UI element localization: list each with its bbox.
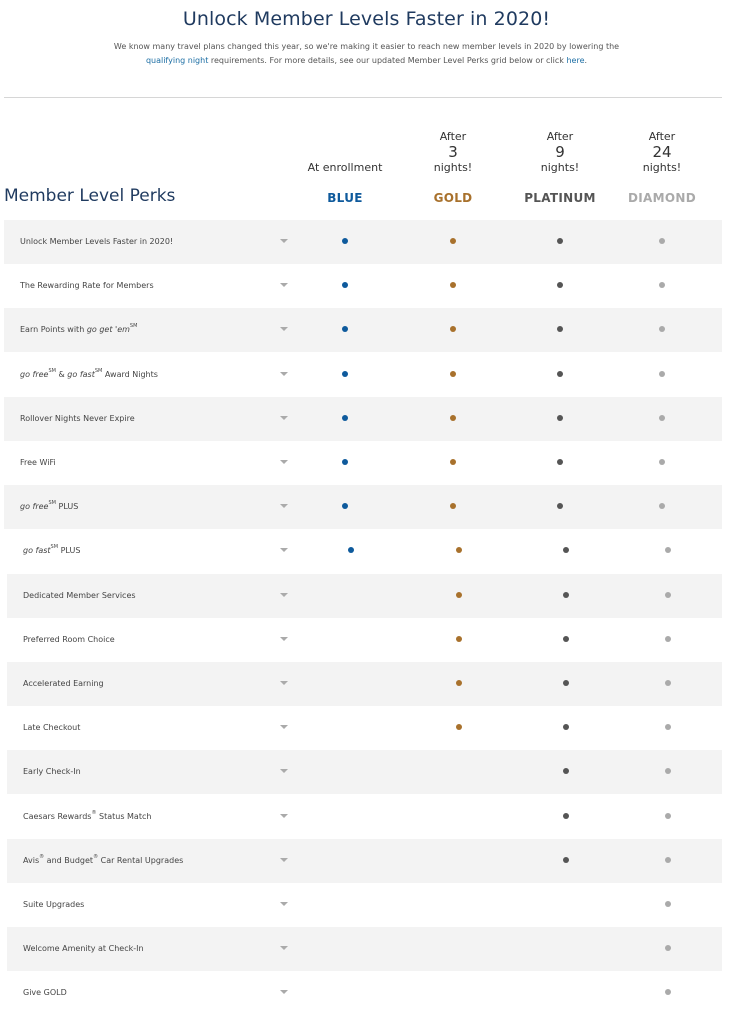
perk-label: Earn Points with go get 'em℠: [20, 323, 138, 335]
tier-name-gold: GOLD: [433, 191, 473, 205]
requirement-nights-label: nights!: [540, 161, 580, 174]
perk-row[interactable]: [7, 706, 722, 750]
perk-included-platinum: [563, 813, 569, 819]
perk-included-gold: [456, 724, 462, 730]
chevron-down-icon[interactable]: [280, 814, 288, 818]
perk-row[interactable]: [7, 839, 722, 883]
perk-included-platinum: [563, 680, 569, 686]
chevron-down-icon[interactable]: [280, 283, 288, 287]
perk-label: go fast℠ PLUS: [23, 544, 81, 556]
chevron-down-icon[interactable]: [280, 990, 288, 994]
perk-included-blue: [342, 326, 348, 332]
perk-included-platinum: [563, 857, 569, 863]
perk-label: Suite Upgrades: [23, 900, 85, 909]
chevron-down-icon[interactable]: [280, 416, 288, 420]
perk-label: Early Check-In: [23, 767, 81, 777]
perk-included-diamond: [665, 945, 671, 951]
perk-included-blue: [342, 459, 348, 465]
perk-included-platinum: [557, 503, 563, 509]
perk-label: The Rewarding Rate for Members: [20, 281, 154, 291]
qualifying-night-link[interactable]: qualifying night: [145, 56, 209, 65]
perk-included-platinum: [563, 768, 569, 774]
perk-included-diamond: [659, 459, 665, 465]
perk-included-blue: [342, 415, 348, 421]
perk-row[interactable]: [4, 264, 722, 308]
requirement-nights-label: nights!: [642, 161, 682, 174]
perk-included-gold: [450, 503, 456, 509]
chevron-down-icon[interactable]: [280, 548, 288, 552]
perk-label: Rollover Nights Never Expire: [20, 413, 135, 423]
chevron-down-icon[interactable]: [280, 902, 288, 906]
requirement-nights-count: 3: [448, 143, 458, 161]
requirement-enrollment: At enrollment: [307, 161, 383, 174]
perk-row[interactable]: [4, 220, 722, 264]
perk-row[interactable]: [7, 618, 722, 662]
perk-row[interactable]: [7, 750, 722, 794]
chevron-down-icon[interactable]: [280, 239, 288, 243]
hero-text-3: .: [584, 56, 588, 65]
perk-included-gold: [450, 326, 456, 332]
perk-included-gold: [450, 415, 456, 421]
perk-label: Accelerated Earning: [23, 679, 104, 688]
perk-label: Avis® and Budget® Car Rental Upgrades: [23, 853, 184, 865]
perk-included-gold: [456, 547, 462, 553]
chevron-down-icon[interactable]: [280, 725, 288, 729]
page-title: Unlock Member Levels Faster in 2020!: [182, 8, 551, 30]
perk-included-diamond: [665, 901, 671, 907]
perk-row[interactable]: [4, 397, 722, 441]
perk-included-gold: [450, 459, 456, 465]
perk-row[interactable]: [7, 529, 722, 573]
requirement-nights-count: 9: [555, 143, 565, 161]
here-link[interactable]: here: [566, 56, 585, 65]
perk-included-diamond: [665, 857, 671, 863]
perk-label: Caesars Rewards® Status Match: [23, 809, 152, 821]
perk-row[interactable]: [7, 574, 722, 618]
perk-row[interactable]: [7, 883, 722, 927]
requirement-after: After: [648, 130, 676, 143]
perk-included-diamond: [659, 238, 665, 244]
perk-label: Welcome Amenity at Check-In: [23, 944, 144, 954]
perk-included-gold: [450, 371, 456, 377]
perk-label: go free℠ & go fast℠ Award Nights: [20, 367, 158, 379]
perk-included-platinum: [563, 592, 569, 598]
hero-text-1: We know many travel plans changed this year, so we're making it easier to reach new member levels in 2020 by lowering the: [113, 42, 620, 51]
perk-label: Dedicated Member Services: [23, 590, 136, 600]
chevron-down-icon[interactable]: [280, 637, 288, 641]
chevron-down-icon[interactable]: [280, 858, 288, 862]
perk-included-diamond: [665, 989, 671, 995]
perk-row[interactable]: [7, 927, 722, 971]
perk-label: Unlock Member Levels Faster in 2020!: [20, 237, 174, 246]
tier-name-platinum: PLATINUM: [524, 191, 596, 205]
perk-included-gold: [456, 592, 462, 598]
perk-row[interactable]: [4, 485, 722, 529]
chevron-down-icon[interactable]: [280, 460, 288, 464]
perk-row[interactable]: [4, 441, 722, 485]
perk-included-gold: [456, 680, 462, 686]
chevron-down-icon[interactable]: [280, 769, 288, 773]
perk-included-diamond: [659, 415, 665, 421]
perk-included-blue: [342, 503, 348, 509]
perk-label: Preferred Room Choice: [23, 634, 115, 644]
perk-included-diamond: [665, 636, 671, 642]
perk-included-gold: [456, 636, 462, 642]
requirement-after: After: [439, 130, 467, 143]
perk-included-diamond: [665, 768, 671, 774]
perk-included-blue: [342, 238, 348, 244]
divider: [4, 97, 722, 98]
perk-included-platinum: [563, 724, 569, 730]
perk-included-platinum: [557, 415, 563, 421]
perk-included-diamond: [665, 813, 671, 819]
perk-included-gold: [450, 238, 456, 244]
perk-label: Give GOLD: [23, 988, 67, 998]
perk-label: go free℠ PLUS: [20, 500, 79, 512]
perk-included-diamond: [665, 592, 671, 598]
perk-included-platinum: [563, 547, 569, 553]
perk-row[interactable]: [7, 795, 722, 839]
perk-label: Free WiFi: [20, 458, 56, 467]
requirement-nights-count: 24: [652, 143, 672, 161]
perk-included-diamond: [659, 282, 665, 288]
perk-included-platinum: [557, 326, 563, 332]
tier-name-blue: BLUE: [327, 191, 363, 205]
perk-included-diamond: [659, 371, 665, 377]
perk-included-diamond: [665, 724, 671, 730]
perk-included-platinum: [563, 636, 569, 642]
perk-included-platinum: [557, 459, 563, 465]
tier-name-diamond: DIAMOND: [628, 191, 696, 205]
perk-included-gold: [450, 282, 456, 288]
perk-row[interactable]: [7, 971, 722, 1015]
perk-row[interactable]: [4, 308, 722, 352]
perk-included-blue: [342, 371, 348, 377]
chevron-down-icon[interactable]: [280, 372, 288, 376]
hero-text-2: requirements. For more details, see our updated Member Level Perks grid below or click: [208, 56, 567, 65]
chevron-down-icon[interactable]: [280, 327, 288, 331]
chevron-down-icon[interactable]: [280, 504, 288, 508]
perk-row[interactable]: [7, 662, 722, 706]
chevron-down-icon[interactable]: [280, 946, 288, 950]
column-requirement-diamond: [617, 129, 707, 175]
perk-included-platinum: [557, 238, 563, 244]
perk-included-diamond: [659, 503, 665, 509]
perk-included-blue: [342, 282, 348, 288]
chevron-down-icon[interactable]: [280, 593, 288, 597]
column-requirement-gold: [408, 129, 498, 175]
chevron-down-icon[interactable]: [280, 681, 288, 685]
perk-included-blue: [348, 547, 354, 553]
perk-included-platinum: [557, 282, 563, 288]
perk-included-diamond: [659, 326, 665, 332]
hero-description: [100, 40, 633, 68]
requirement-after: After: [546, 130, 574, 143]
perk-included-platinum: [557, 371, 563, 377]
column-requirement-platinum: [515, 129, 605, 175]
column-requirement-blue: [300, 160, 390, 175]
perk-included-diamond: [665, 680, 671, 686]
perk-row[interactable]: [4, 353, 722, 397]
perks-title: Member Level Perks: [4, 186, 176, 206]
perk-label: Late Checkout: [23, 723, 81, 733]
requirement-nights-label: nights!: [433, 161, 473, 174]
perk-included-diamond: [665, 547, 671, 553]
